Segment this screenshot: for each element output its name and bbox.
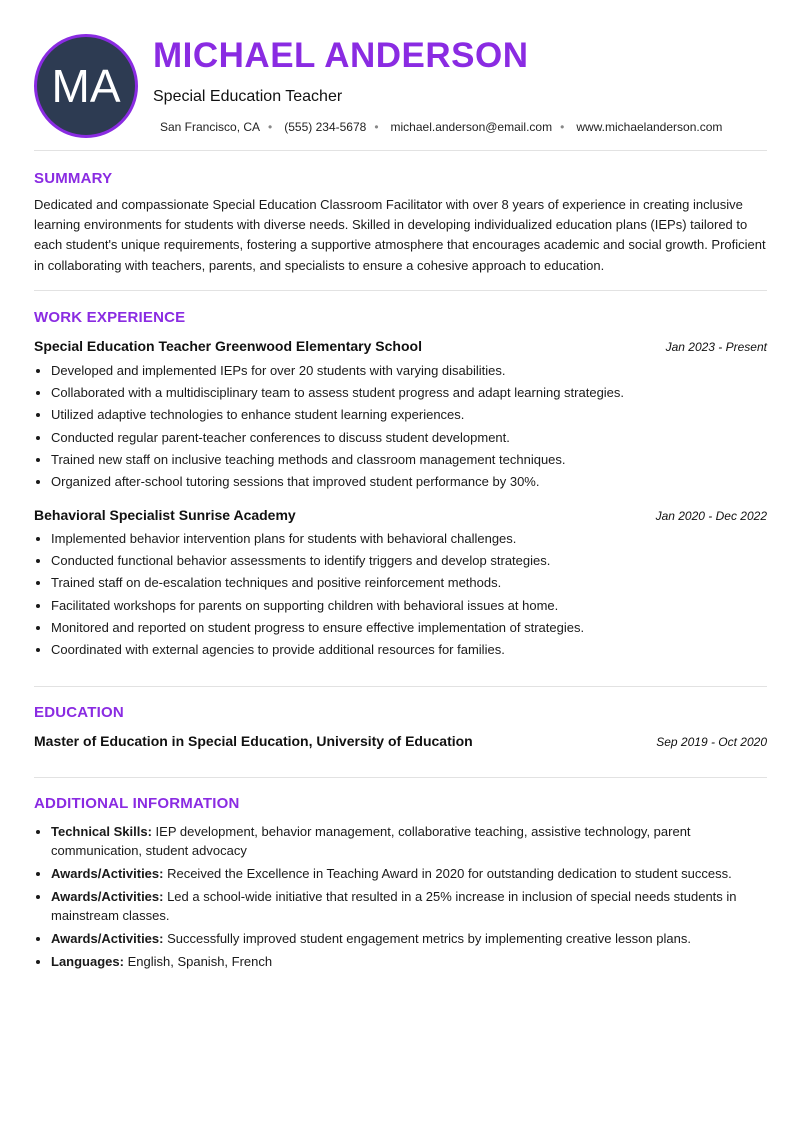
job-date: Jan 2023 - Present <box>665 340 767 354</box>
contact-info <box>160 120 722 134</box>
item-text: Received the Excellence in Teaching Award in 2020 for outstanding dedication to student success. <box>163 866 732 881</box>
divider <box>34 686 767 687</box>
summary-heading: SUMMARY <box>34 170 113 187</box>
additional-heading: ADDITIONAL INFORMATION <box>34 795 240 812</box>
experience-heading: WORK EXPERIENCE <box>34 309 186 326</box>
list-item: • Conducted functional behavior assessments to identify triggers and develop strategies. <box>51 550 784 572</box>
contact-location: San Francisco, CA <box>160 120 261 134</box>
list-item: • Trained new staff on inclusive teaching methods and classroom management techniques. <box>51 449 784 471</box>
candidate-name: MICHAEL ANDERSON <box>153 36 529 75</box>
summary-text: Dedicated and compassionate Special Education Classroom Facilitator with over 8 years of experience in creating inclusive learning environments for students with diverse needs. Skilled in developing individualized education plans (IEPs) tailored to each student's unique requirements, fostering a supportive atmosphere that encourages academic and social growth. Proficient in collaborating with teachers, parents, and specialists to ensure a cohesive approach to education. <box>34 197 766 273</box>
list-item: • Coordinated with external agencies to provide additional resources for families. <box>51 639 784 661</box>
divider <box>34 150 767 151</box>
separator-dot-icon: • <box>560 120 565 134</box>
item-text: English, Spanish, French <box>123 954 273 969</box>
job-date: Jan 2020 - Dec 2022 <box>655 509 767 523</box>
list-item: • Conducted regular parent-teacher conferences to discuss student development. <box>51 427 784 449</box>
divider <box>34 290 767 291</box>
list-item: • Collaborated with a multidisciplinary team to assess student progress and adapt learning strategies. <box>51 382 784 404</box>
job-role: Special Education Teacher Greenwood Elementary School <box>34 338 422 354</box>
list-item: • Organized after-school tutoring sessions that improved student performance by 30%. <box>51 471 784 493</box>
job-bullets <box>34 528 784 661</box>
item-label: Awards/Activities: <box>51 931 164 946</box>
list-item: • Trained staff on de-escalation techniques and positive reinforcement methods. <box>51 572 784 594</box>
education-row <box>34 733 767 749</box>
education-degree: Master of Education in Special Education, University of Education <box>34 733 473 749</box>
item-label: Awards/Activities: <box>51 889 164 904</box>
list-item: • Utilized adaptive technologies to enhance student learning experiences. <box>51 404 784 426</box>
list-item: • Facilitated workshops for parents on supporting children with behavioral issues at home. <box>51 595 784 617</box>
job-title: Special Education Teacher <box>153 88 343 105</box>
job-bullets <box>34 360 784 493</box>
separator-dot-icon: • <box>374 120 379 134</box>
list-item <box>51 929 784 948</box>
separator-dot-icon: • <box>268 120 273 134</box>
contact-website: www.michaelanderson.com <box>576 120 723 134</box>
item-text: IEP development, behavior management, collaborative teaching, assistive technology, parent communication, student advocacy <box>51 824 691 858</box>
education-heading: EDUCATION <box>34 704 124 721</box>
job-header <box>34 507 767 523</box>
avatar: MA <box>34 34 138 138</box>
list-item: • Implemented behavior intervention plans for students with behavioral challenges. <box>51 528 784 550</box>
list-item <box>51 952 784 971</box>
item-text: Led a school-wide initiative that resulted in a 25% increase in inclusion of special needs students in mainstream classes. <box>51 889 737 923</box>
list-item <box>51 864 784 883</box>
item-label: Languages: <box>51 954 124 969</box>
additional-list <box>34 822 784 975</box>
divider <box>34 777 767 778</box>
list-item: • Monitored and reported on student progress to ensure effective implementation of strategies. <box>51 617 784 639</box>
education-date: Sep 2019 - Oct 2020 <box>656 735 767 749</box>
contact-phone: (555) 234-5678 <box>284 120 367 134</box>
job-header <box>34 338 767 354</box>
job-role: Behavioral Specialist Sunrise Academy <box>34 507 296 523</box>
contact-email: michael.anderson@email.com <box>390 120 553 134</box>
item-label: Awards/Activities: <box>51 866 164 881</box>
list-item <box>51 822 784 860</box>
item-label: Technical Skills: <box>51 824 152 839</box>
list-item <box>51 887 784 925</box>
list-item: • Developed and implemented IEPs for over 20 students with varying disabilities. <box>51 360 784 382</box>
item-text: Successfully improved student engagement metrics by implementing creative lesson plans. <box>163 931 691 946</box>
